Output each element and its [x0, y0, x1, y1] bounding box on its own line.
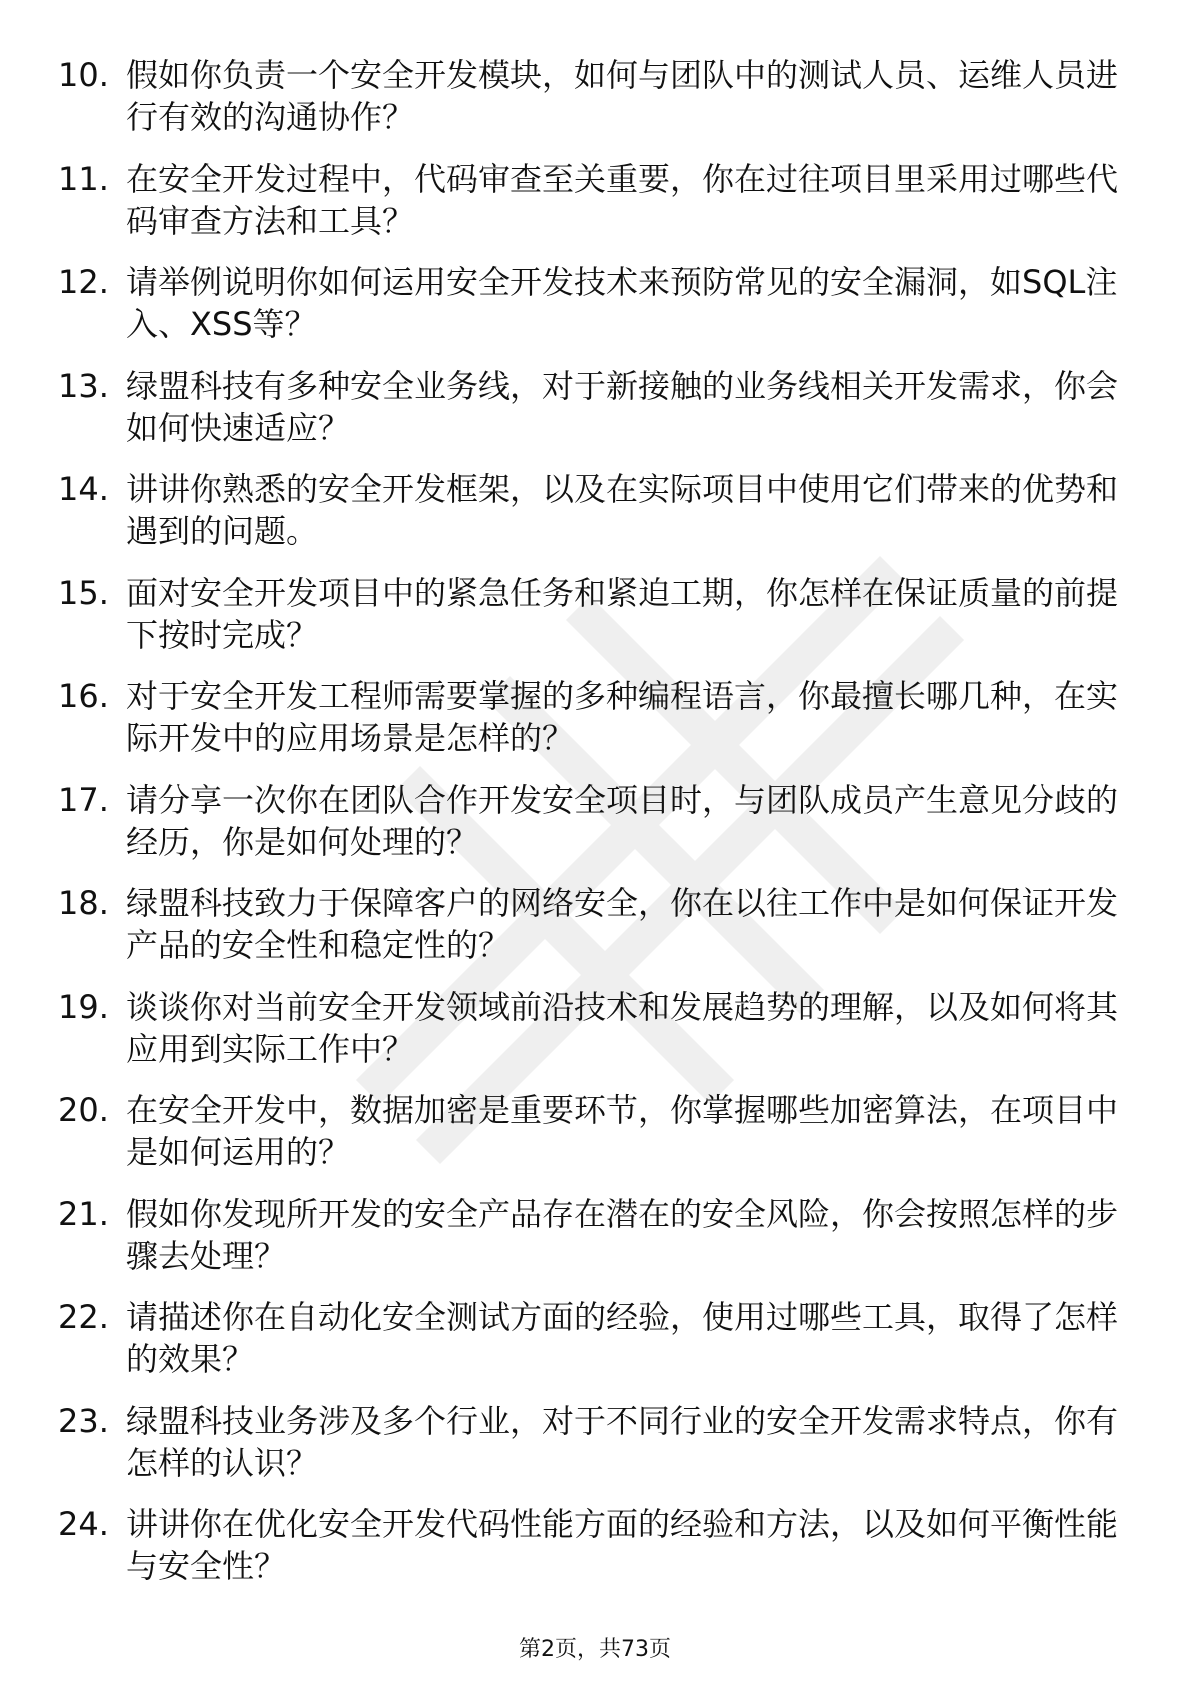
- page-footer: 第2页，共73页: [519, 1637, 671, 1662]
- question-number: 12.: [58, 263, 109, 301]
- question-number: 13.: [58, 366, 109, 405]
- question-text: 请分享一次你在团队合作开发安全项目时，与团队成员产生意见分歧的经历，你是如何处理的？: [126, 780, 1118, 861]
- question-number: 23.: [58, 1401, 109, 1440]
- question-text: 在安全开发过程中，代码审查至关重要，你在过往项目里采用过哪些代码审查方法和工具？: [126, 159, 1118, 240]
- question-number: 14.: [58, 470, 109, 508]
- question-number: 16.: [58, 677, 109, 715]
- question-item-22: [58, 1296, 1118, 1380]
- question-item-21: [58, 1193, 1118, 1277]
- question-item-13: [58, 365, 1118, 449]
- question-item-11: [58, 158, 1118, 242]
- question-number: 19.: [58, 987, 109, 1026]
- question-number: 15.: [58, 573, 109, 612]
- question-list: [58, 54, 1118, 1607]
- question-item-14: [58, 468, 1118, 552]
- question-number: 11.: [58, 159, 109, 198]
- question-text: 绿盟科技致力于保障客户的网络安全，你在以往工作中是如何保证开发产品的安全性和稳定性的？: [126, 884, 1118, 964]
- question-number: 20.: [58, 1091, 109, 1129]
- question-item-24: [58, 1503, 1118, 1587]
- question-text: 谈谈你对当前安全开发领域前沿技术和发展趋势的理解，以及如何将其应用到实际工作中？: [126, 987, 1118, 1068]
- question-number: 17.: [58, 780, 109, 819]
- question-text: 面对安全开发项目中的紧急任务和紧迫工期，你怎样在保证质量的前提下按时完成？: [126, 573, 1118, 654]
- question-text: 请描述你在自动化安全测试方面的经验，使用过哪些工具，取得了怎样的效果？: [126, 1298, 1118, 1378]
- question-text: 绿盟科技有多种安全业务线，对于新接触的业务线相关开发需求，你会如何快速适应？: [126, 366, 1118, 447]
- question-item-18: [58, 882, 1118, 966]
- question-item-15: [58, 572, 1118, 656]
- question-text: 讲讲你在优化安全开发代码性能方面的经验和方法，以及如何平衡性能与安全性？: [126, 1505, 1118, 1585]
- question-text: 对于安全开发工程师需要掌握的多种编程语言，你最擅长哪几种，在实际开发中的应用场景是怎样的？: [126, 677, 1118, 757]
- question-text: 在安全开发中，数据加密是重要环节，你掌握哪些加密算法，在项目中是如何运用的？: [126, 1091, 1118, 1171]
- question-number: 10.: [58, 56, 109, 94]
- question-item-17: [58, 779, 1118, 863]
- question-number: 22.: [58, 1298, 109, 1336]
- question-item-12: [58, 261, 1118, 345]
- question-item-10: [58, 54, 1118, 138]
- question-text: 假如你发现所开发的安全产品存在潜在的安全风险，你会按照怎样的步骤去处理？: [126, 1194, 1118, 1275]
- question-number: 18.: [58, 884, 109, 922]
- question-text: 假如你负责一个安全开发模块，如何与团队中的测试人员、运维人员进行有效的沟通协作？: [126, 56, 1118, 136]
- question-text: 请举例说明你如何运用安全开发技术来预防常见的安全漏洞，如SQL注入、XSS等？: [126, 263, 1118, 343]
- question-item-19: [58, 986, 1118, 1070]
- question-number: 21.: [58, 1194, 109, 1233]
- question-text: 讲讲你熟悉的安全开发框架，以及在实际项目中使用它们带来的优势和遇到的问题。: [126, 470, 1118, 550]
- question-item-16: [58, 675, 1118, 759]
- question-item-23: [58, 1400, 1118, 1484]
- question-item-20: [58, 1089, 1118, 1173]
- question-text: 绿盟科技业务涉及多个行业，对于不同行业的安全开发需求特点，你有怎样的认识？: [126, 1401, 1118, 1482]
- question-number: 24.: [58, 1505, 109, 1543]
